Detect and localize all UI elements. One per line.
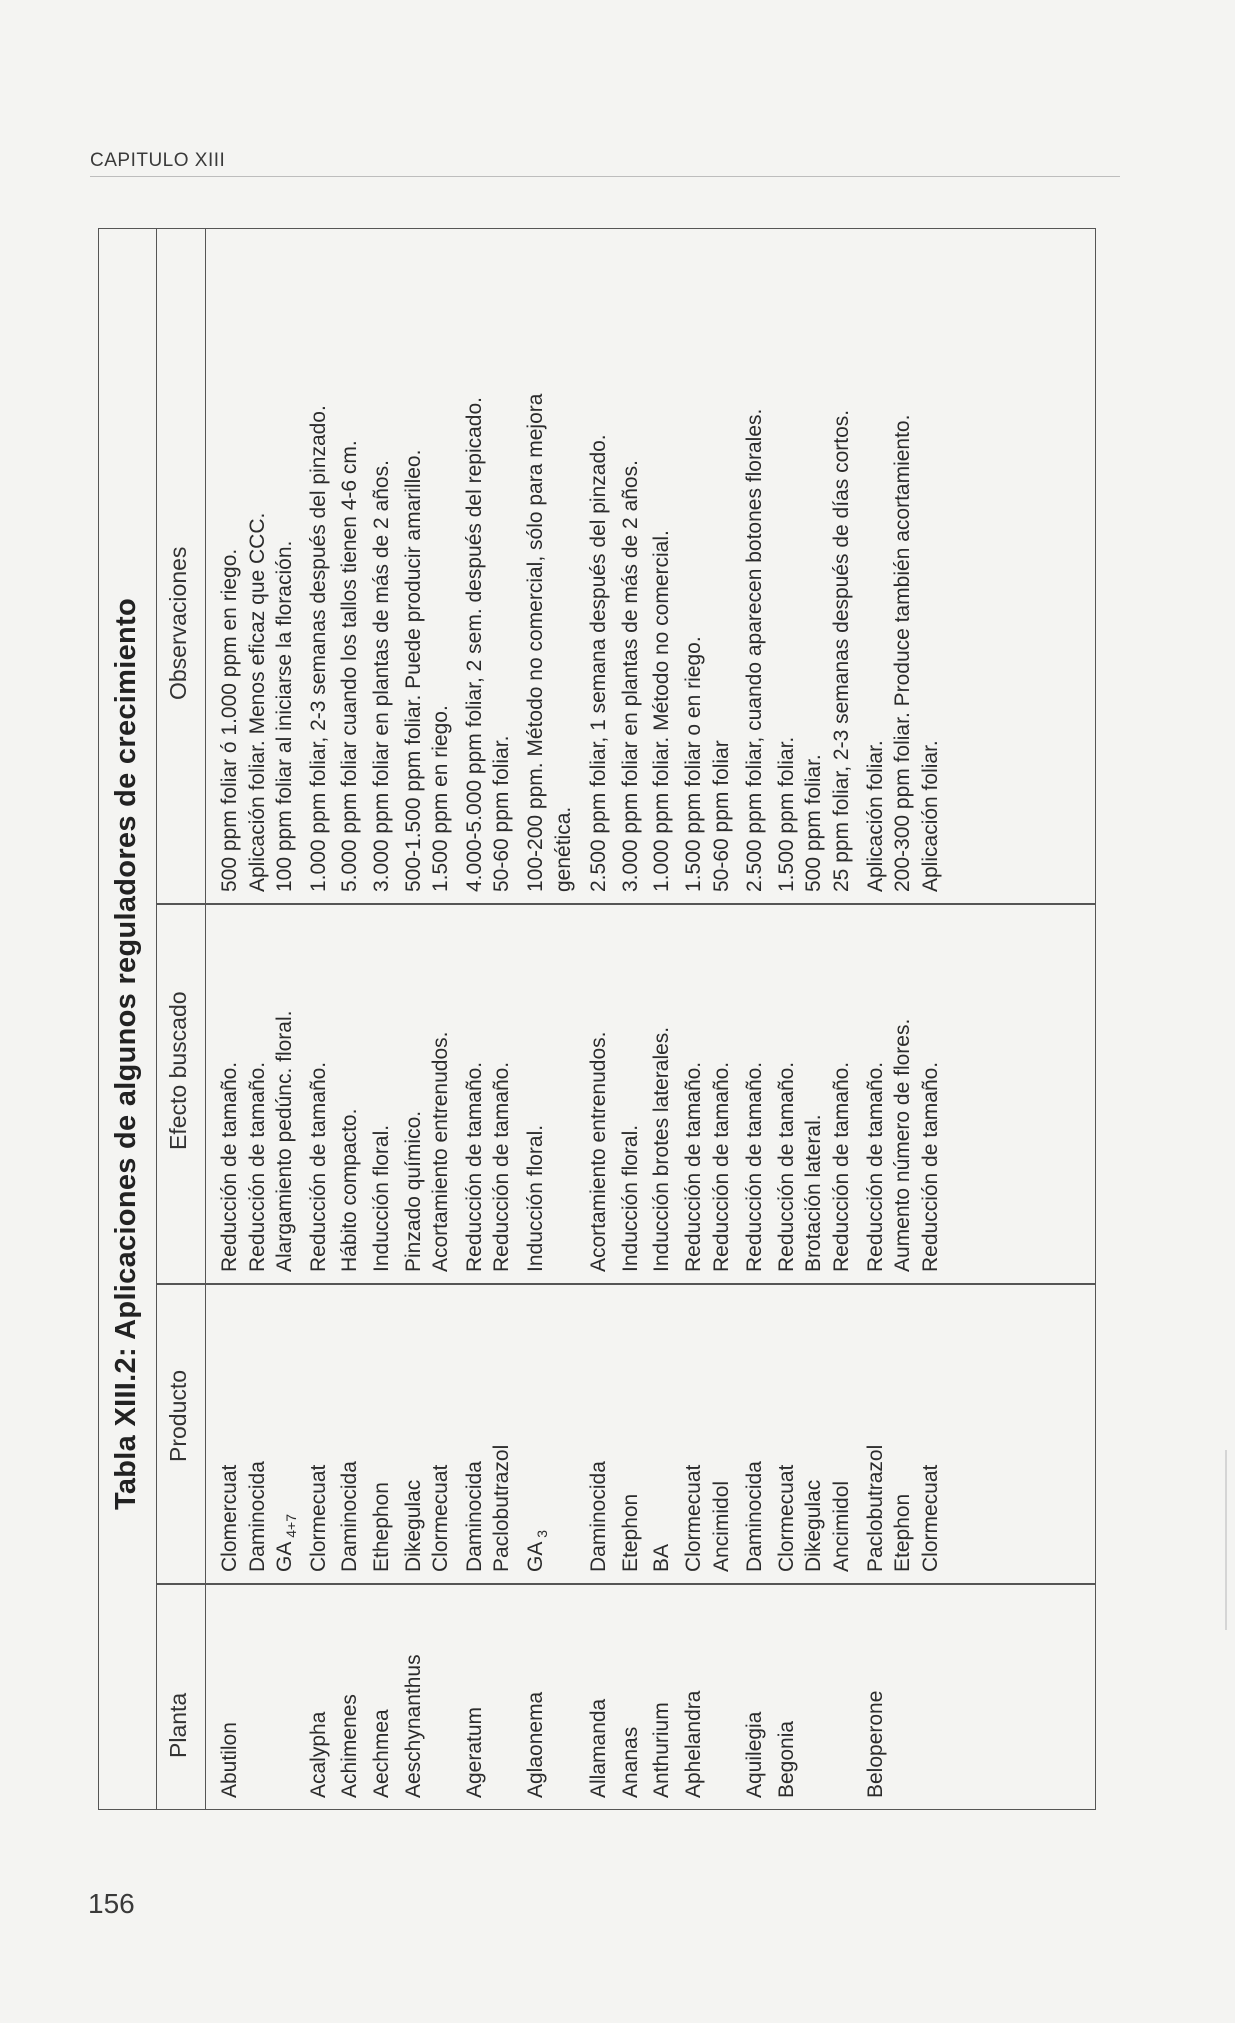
cell-producto: Daminocida: [587, 1461, 611, 1572]
cell-producto: Daminocida: [338, 1461, 362, 1572]
cell-efecto: Reducción de tamaño.: [218, 1061, 241, 1272]
cell-efecto: Alargamiento pedúnc. floral.: [273, 1010, 297, 1272]
cell-producto: Paclobutrazol: [490, 1444, 514, 1572]
cell-planta: Allamanda: [587, 1698, 611, 1798]
cell-planta: Achimenes: [338, 1694, 362, 1798]
cell-planta: Begonia: [774, 1720, 798, 1798]
cell-observaciones: Aplicación foliar.: [863, 740, 887, 892]
cell-observaciones: 1.500 ppm en riego.: [429, 705, 453, 892]
cell-producto: Paclobutrazol: [863, 1444, 887, 1572]
cell-observaciones: 1.500 ppm foliar.: [774, 736, 798, 892]
cell-producto: BA: [650, 1543, 674, 1572]
cell-producto: Clormecuat: [306, 1464, 330, 1572]
cell-planta: Aphelandra: [682, 1690, 705, 1798]
cell-efecto: Reducción de tamaño.: [245, 1061, 269, 1272]
scan-edge: [1225, 1450, 1227, 1630]
cell-producto: Clormecuat: [682, 1464, 705, 1572]
header-efecto: Efecto buscado: [165, 991, 191, 1150]
cell-observaciones: 1.000 ppm foliar. Método no comercial.: [650, 530, 674, 892]
cell-planta: Abutilon: [218, 1722, 241, 1798]
cell-observaciones: 1.000 ppm foliar, 2-3 semanas después del pinzado.: [306, 405, 330, 892]
cell-observaciones: 1.500 ppm foliar o en riego.: [682, 636, 705, 892]
cell-observaciones: 50-60 ppm foliar: [709, 740, 733, 892]
cell-observaciones: 50-60 ppm foliar.: [490, 735, 514, 892]
cell-producto: Dikegulac: [401, 1479, 425, 1572]
cell-producto: Daminocida: [462, 1461, 486, 1572]
cell-efecto: Reducción de tamaño.: [462, 1061, 486, 1272]
cell-planta: Ananas: [618, 1726, 642, 1798]
chapter-header: CAPITULO XIII: [90, 150, 226, 171]
cell-observaciones: 500 ppm foliar ó 1.000 ppm en riego.: [218, 548, 241, 892]
cell-observaciones: 3.000 ppm foliar en plantas de más de 2 años.: [618, 460, 642, 892]
header-producto: Producto: [165, 1369, 191, 1462]
cell-observaciones: Aplicación foliar.: [918, 740, 942, 892]
cell-observaciones: 200-300 ppm foliar. Produce también acortamiento.: [891, 414, 915, 892]
cell-efecto: Reducción de tamaño.: [709, 1061, 733, 1272]
cell-planta: Acalypha: [306, 1711, 330, 1798]
cell-observaciones: 100-200 ppm. Método no comercial, sólo para mejora: [524, 393, 547, 892]
header-observaciones: Observaciones: [165, 546, 191, 700]
cell-efecto: Hábito compacto.: [338, 1108, 362, 1272]
cell-efecto: Acortamiento entrenudos.: [429, 1031, 453, 1272]
cell-producto: Clormecuat: [774, 1464, 798, 1572]
cell-efecto: Reducción de tamaño.: [830, 1061, 853, 1272]
cell-producto: GA $_{4+7}$: [273, 1514, 300, 1572]
cell-planta: Beloperone: [863, 1690, 887, 1798]
cell-observaciones: 2.500 ppm foliar, 1 semana después del pinzado.: [587, 434, 611, 892]
cell-efecto: Inducción floral.: [524, 1124, 547, 1272]
cell-planta: Aechmea: [370, 1709, 393, 1798]
cell-observaciones: 5.000 ppm foliar cuando los tallos tienen 4-6 cm.: [338, 440, 362, 892]
cell-producto: Ancimidol: [830, 1480, 853, 1572]
cell-observaciones: 4.000-5.000 ppm foliar, 2 sem. después del repicado.: [462, 397, 486, 892]
cell-producto: Etephon: [891, 1493, 915, 1572]
cell-observaciones: 25 ppm foliar, 2-3 semanas después de días cortos.: [830, 409, 853, 892]
cell-observaciones: Aplicación foliar. Menos eficaz que CCC.: [245, 512, 269, 892]
cell-observaciones: 100 ppm foliar al iniciarse la floración.: [273, 540, 297, 892]
column-divider: [156, 1284, 206, 1286]
column-divider: [156, 1584, 206, 1586]
column-divider: [206, 1284, 1096, 1286]
page-number: 156: [88, 1888, 135, 1919]
cell-efecto: Inducción floral.: [370, 1124, 393, 1272]
cell-efecto: Reducción de tamaño.: [743, 1061, 767, 1272]
column-divider: [206, 1584, 1096, 1586]
subscript: 4+7: [283, 1514, 300, 1542]
cell-planta: Aglaonema: [524, 1691, 547, 1798]
rotated-table: [98, 228, 1096, 1810]
table-header-row: [156, 228, 206, 1810]
cell-producto: Daminocida: [245, 1461, 269, 1572]
cell-efecto: Brotación lateral.: [802, 1114, 826, 1272]
cell-planta: Aeschynanthus: [401, 1654, 425, 1798]
cell-observaciones: 2.500 ppm foliar, cuando aparecen botones florales.: [743, 408, 767, 892]
cell-observaciones: 3.000 ppm foliar en plantas de más de 2 años.: [370, 460, 393, 892]
subscript: 3: [534, 1529, 551, 1542]
table-title: Tabla XIII.2: Aplicaciones de algunos reguladores de crecimiento: [110, 597, 142, 1510]
cell-efecto: Acortamiento entrenudos.: [587, 1031, 611, 1272]
cell-producto: Clormecuat: [429, 1464, 453, 1572]
column-divider: [206, 904, 1096, 906]
cell-producto: Etephon: [618, 1493, 642, 1572]
cell-efecto: Reducción de tamaño.: [863, 1061, 887, 1272]
cell-observaciones: genética.: [551, 806, 575, 892]
cell-producto: Clormecuat: [918, 1464, 942, 1572]
cell-efecto: Reducción de tamaño.: [918, 1061, 942, 1272]
header-rule: [90, 176, 1120, 177]
cell-observaciones: 500 ppm foliar.: [802, 754, 826, 892]
cell-producto: Dikegulac: [802, 1479, 826, 1572]
cell-producto: Daminocida: [743, 1461, 767, 1572]
cell-efecto: Reducción de tamaño.: [306, 1061, 330, 1272]
cell-efecto: Reducción de tamaño.: [774, 1061, 798, 1272]
cell-efecto: Reducción de tamaño.: [490, 1061, 514, 1272]
cell-producto: Ancimidol: [709, 1480, 733, 1572]
column-divider: [156, 904, 206, 906]
cell-planta: Aquilegia: [743, 1711, 767, 1798]
cell-efecto: Reducción de tamaño.: [682, 1061, 705, 1272]
header-planta: Planta: [165, 1692, 191, 1758]
cell-efecto: Inducción floral.: [618, 1124, 642, 1272]
cell-producto: Clomercuat: [218, 1464, 241, 1572]
cell-observaciones: 500-1.500 ppm foliar. Puede producir amarilleo.: [401, 449, 425, 892]
cell-producto: GA $_3$: [524, 1529, 551, 1572]
cell-planta: Anthurium: [650, 1702, 674, 1798]
cell-efecto: Pinzado químico.: [401, 1110, 425, 1272]
cell-efecto: Aumento número de flores.: [891, 1018, 915, 1272]
cell-producto: Ethephon: [370, 1482, 393, 1572]
cell-planta: Ageratum: [462, 1706, 486, 1798]
cell-efecto: Inducción brotes laterales.: [650, 1026, 674, 1272]
